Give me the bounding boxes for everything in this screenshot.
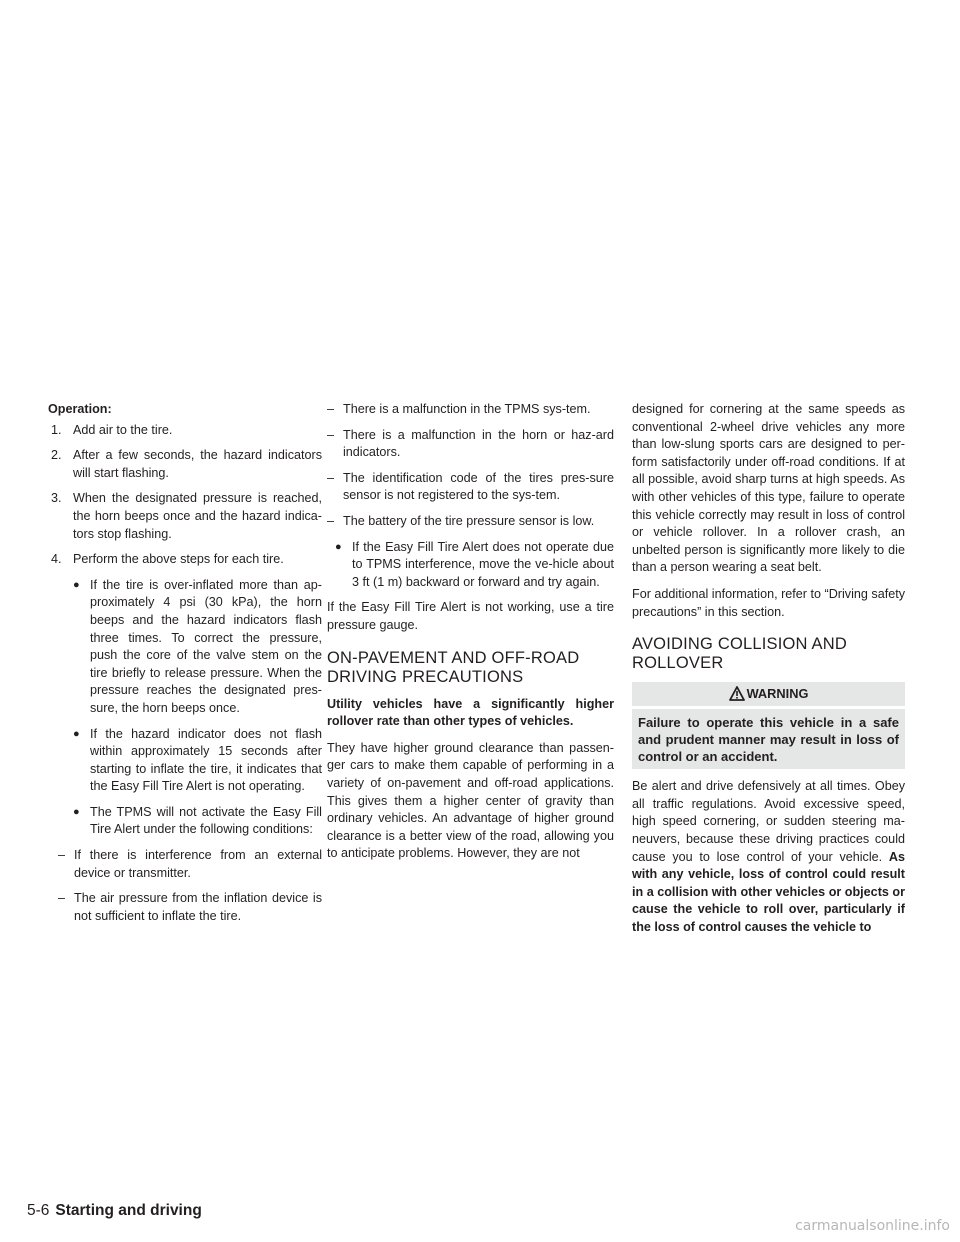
column-2 [327, 401, 614, 872]
column-1 [48, 401, 322, 933]
condition-item: – The air pressure from the inflation device is not sufficient to inflate the tire. [48, 890, 322, 925]
section-heading: AVOIDING COLLISION AND ROLLOVER [632, 635, 847, 673]
warning-text: Failure to operate this vehicle in a safe and prudent manner may result in loss of control or an accident. [632, 709, 905, 769]
column-3 [632, 401, 905, 945]
condition-item: – There is a malfunction in the TPMS sys-tem. [327, 401, 614, 419]
condition-item: – The battery of the tire pressure sensor is low. [327, 513, 614, 531]
bullet-item: ● If the Easy Fill Tire Alert does not operate due to TPMS interference, move the ve-hicle about 3 ft (1 m) backward or forward and try again. [327, 539, 614, 592]
condition-item: – The identification code of the tires pres-sure sensor is not registered to the sys-tem. [327, 470, 614, 505]
step-item: 4. Perform the above steps for each tire. [51, 552, 284, 567]
bold-intro: Utility vehicles have a significantly higher rollover rate than other types of vehicles. [327, 696, 614, 729]
operation-heading: Operation: [48, 402, 112, 416]
section-heading: ON-PAVEMENT AND OFF-ROAD DRIVING PRECAUTIONS [327, 648, 580, 686]
condition-item: – There is a malfunction in the horn or haz-ard indicators. [327, 427, 614, 462]
body-paragraph: They have higher ground clearance than passen-ger cars to make them capable of performing in a variety of on-pavement and off-road applications. This gives them a higher center of gravity than ordinary vehicles. An advantage of higher ground clearance is a better view of the road, allowing you to anticipate problems. However, they are not [327, 740, 614, 861]
warning-title: WARNING [632, 682, 905, 706]
gauge-note: If the Easy Fill Tire Alert is not working, use a tire pressure gauge. [327, 600, 614, 632]
watermark: carmanualsonline.info [795, 1218, 950, 1234]
bullet-item: ● The TPMS will not activate the Easy Fill Tire Alert under the following conditions: [65, 804, 322, 839]
step-item: 3. When the designated pressure is reached, the horn beeps once and the hazard indica-tors stop flashing. [51, 491, 322, 541]
section-title: Starting and driving [55, 1202, 202, 1219]
condition-item: – If there is interference from an external device or transmitter. [48, 847, 322, 882]
step-item: 2. After a few seconds, the hazard indicators will start flashing. [51, 448, 322, 480]
body-paragraph: Be alert and drive defensively at all times. Obey all traffic regulations. Avoid excessive speed, high speed cornering, or sudden steering ma-neuvers, because these driving practices could cause you to lose control of your vehicle. As with any vehicle, loss of control could result in a collision with other vehicles or objects or cause the vehicle to roll over, particularly if the loss of control causes the vehicle to [632, 779, 905, 934]
warning-icon [729, 686, 745, 701]
step-item: 1. Add air to the tire. [51, 422, 173, 437]
page-footer [27, 1202, 202, 1220]
body-paragraph: designed for cornering at the same speeds as conventional 2-wheel drive vehicles any more than low-slung sports cars are designed to per-form satisfactorily under off-road conditions. If at all possible, avoid sharp turns at high speeds. As with other vehicles of this type, failure to operate this vehicle correctly may result in loss of control or vehicle rollover. In a rollover crash, an unbelted person is significantly more likely to die than a person wearing a seat belt. [632, 402, 905, 575]
bullet-item: ● If the hazard indicator does not flash within approximately 15 seconds after starting to inflate the tire, it indicates that the Easy Fill Tire Alert is not operating. [65, 726, 322, 796]
bullet-item: ● If the tire is over-inflated more than ap-proximately 4 psi (30 kPa), the horn beeps and the hazard indicators flash three times. To correct the pressure, push the core of the valve stem on the tire briefly to release pressure. When the pressure reaches the designated pres-sure, the horn beeps once. [65, 577, 322, 718]
refer-note: For additional information, refer to “Driving safety precautions” in this section. [632, 586, 905, 619]
page-number: 5-6 [27, 1202, 50, 1219]
